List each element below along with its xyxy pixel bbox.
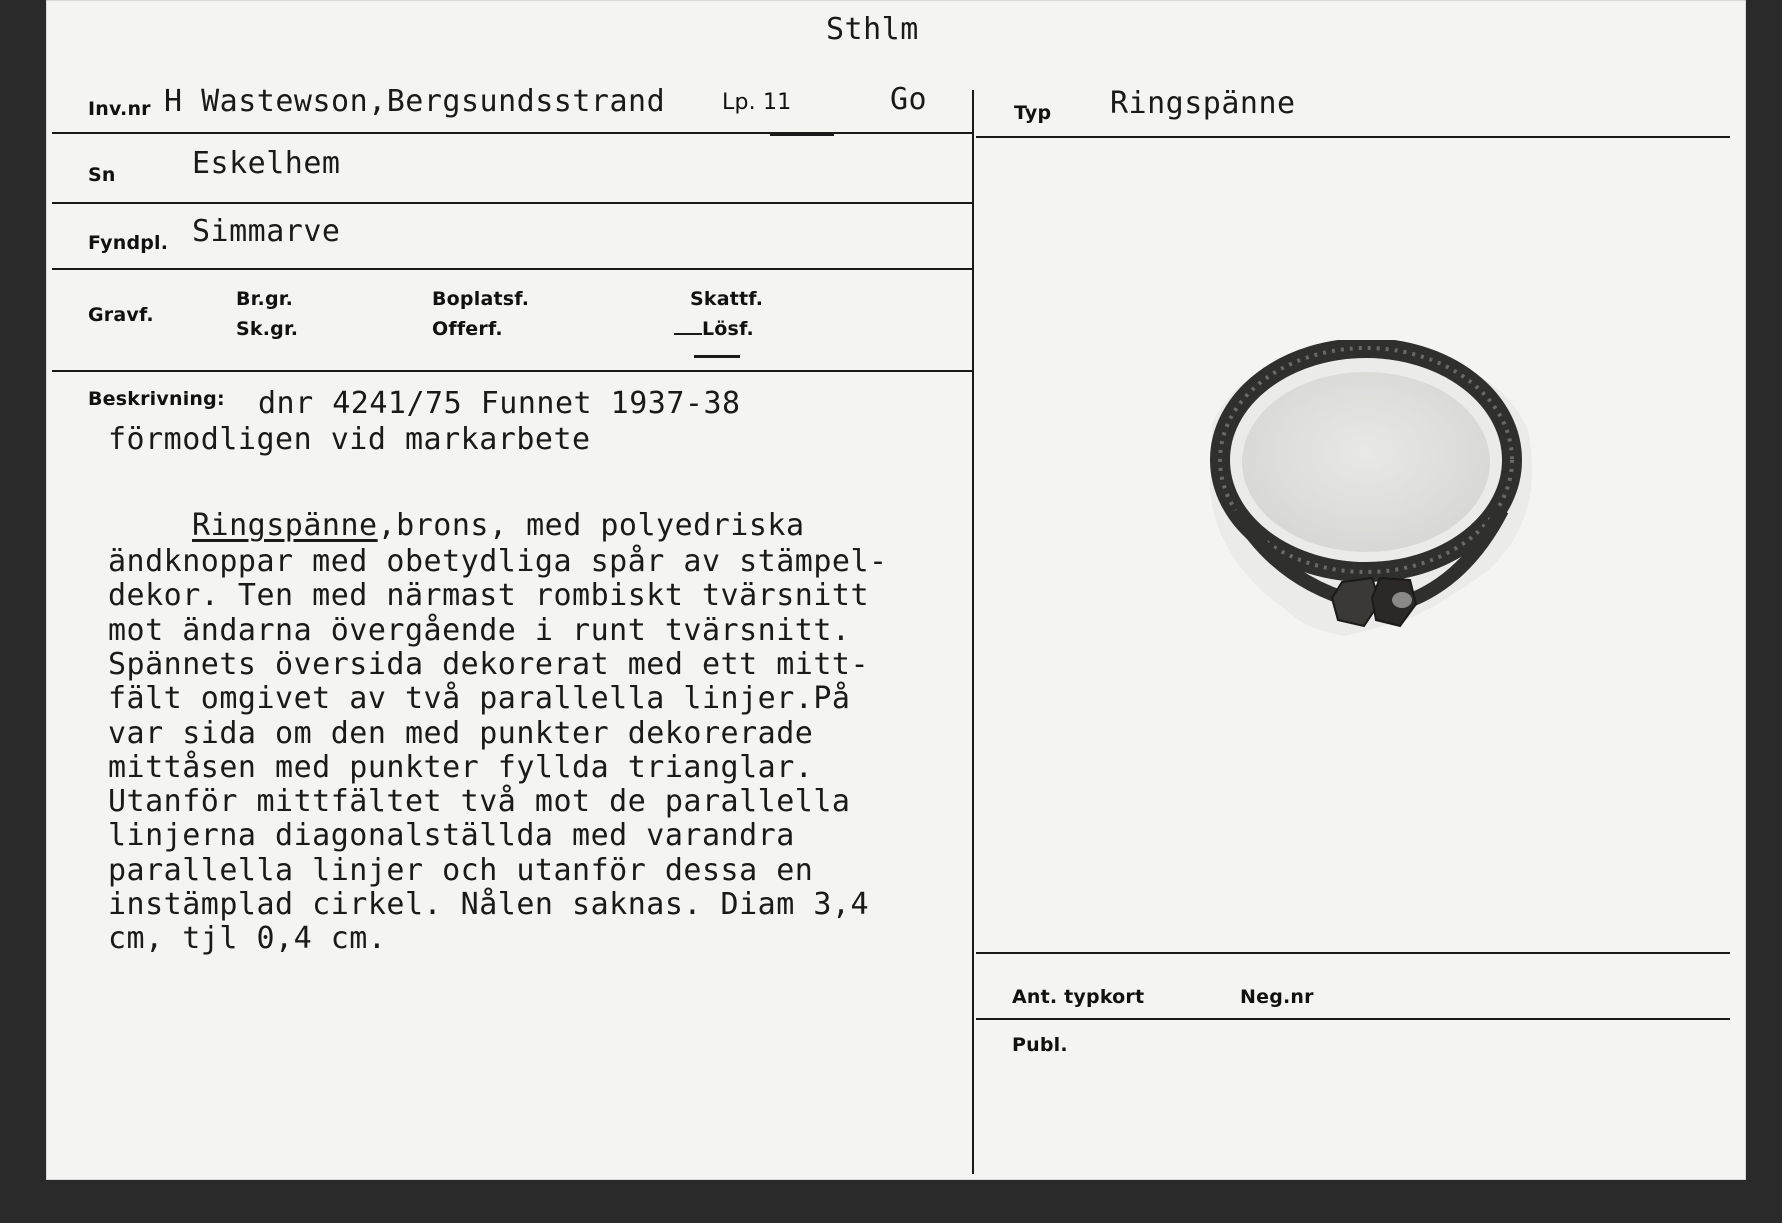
lp-underline [770,134,834,136]
city-stamp: Sthlm [826,12,919,47]
sn-value: Eskelhem [192,146,341,181]
first-line-rest: ,brons, med polyedriska [377,508,805,543]
boplatsf-label: Boplatsf. [432,288,530,310]
region-value: Go [890,82,928,117]
description-line: cm, tjl 0,4 cm. [108,921,387,957]
divider-2 [52,202,974,204]
beskrivning-label: Beskrivning: [88,388,225,410]
description-first-line [192,508,805,543]
divider-4 [52,370,974,372]
description-line: Utanför mittfältet två mot de parallella [108,784,851,820]
losf-check-mark [674,333,702,335]
negnr-label: Neg.nr [1240,986,1314,1008]
gravf-label: Gravf. [88,304,154,326]
description-line: var sida om den med punkter dekorerade [108,715,814,751]
catalog-card [46,0,1746,1180]
column-divider [972,90,974,1174]
keyword-ringspanne: Ringspänne [192,508,378,543]
publ-label: Publ. [1012,1034,1068,1056]
description-line: dekor. Ten med närmast rombiskt tvärsnitt [108,578,870,614]
lp-value: Lp. 11 [722,90,792,115]
ring-brooch-photo [1166,340,1566,650]
description-line: linjerna diagonalställda med varandra [108,818,795,854]
ring-brooch-icon [1166,340,1566,650]
inv-value: H Wastewson,Bergsundsstrand [164,84,666,119]
description-line: parallella linjer och utanför dessa en [108,852,814,888]
beskrivning-line2: förmodligen vid markarbete [108,422,591,457]
skgr-label: Sk.gr. [236,318,299,340]
offerf-label: Offerf. [432,318,503,340]
fyndpl-value: Simmarve [192,214,341,249]
description-line: ändknoppar med obetydliga spår av stämpel- [108,544,888,579]
divider-1 [52,132,974,134]
description-line: mot ändarna övergående i runt tvärsnitt. [108,612,851,648]
ant-typkort-label: Ant. typkort [1012,986,1145,1008]
typ-label: Typ [1014,102,1052,124]
fyndpl-label: Fyndpl. [88,232,169,254]
losf-underline [694,355,740,358]
divider-footer-2 [976,1018,1730,1020]
sn-label: Sn [88,164,116,186]
losf-label: Lösf. [702,318,754,340]
divider-typ [976,136,1730,138]
divider-3 [52,268,974,270]
description-line: Spännets översida dekorerat med ett mitt- [108,646,870,682]
brgr-label: Br.gr. [236,288,294,310]
beskrivning-line1: dnr 4241/75 Funnet 1937-38 [258,386,741,421]
description-line: instämplad cirkel. Nålen saknas. Diam 3,4 [108,887,870,922]
description-line: mittåsen med punkter fyllda trianglar. [108,749,814,785]
description-line: fält omgivet av två parallella linjer.På [108,681,851,717]
skattf-label: Skattf. [690,288,764,310]
inv-label: Inv.nr [88,98,151,120]
typ-value: Ringspänne [1110,86,1296,121]
divider-footer-1 [976,952,1730,954]
